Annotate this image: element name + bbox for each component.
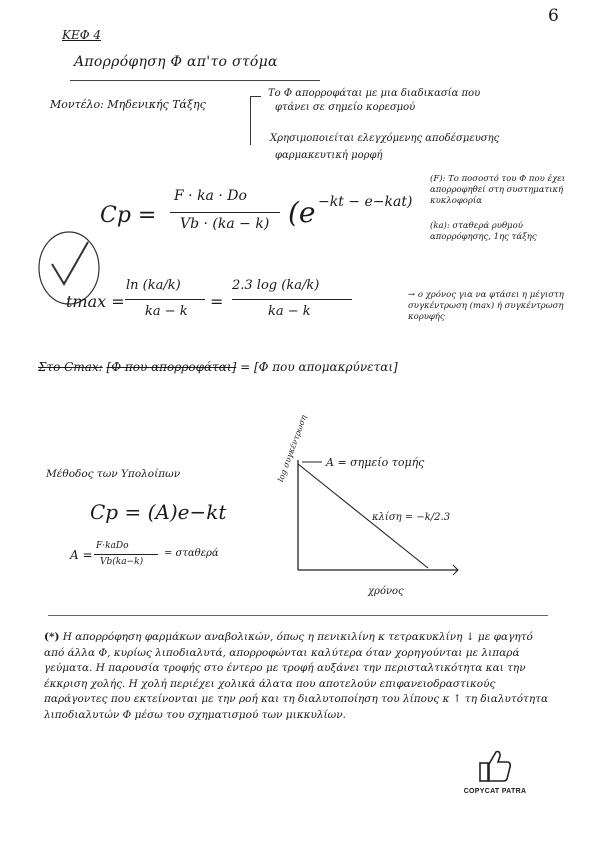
tmax-equals: =	[210, 292, 224, 311]
model-bracket	[250, 96, 261, 145]
model-bullet-1: Το Φ απορροφάται με μια διαδικασία που	[268, 88, 481, 99]
tmax-equation-lhs: tmax =	[66, 292, 125, 311]
note-tmax-definition: → ο χρόνος για να φτάσει η μέγιστη συγκέντρωση (max) ή συγκέντρωση κορυφής	[408, 290, 564, 322]
note-f-definition: (F): Το ποσοστό του Φ που έχει απορροφηθεί στη συστηματική κυκλοφορία	[430, 174, 566, 206]
thumbs-up-icon	[478, 748, 512, 784]
cp-equation-exponentials: −kt − e−kat)	[318, 194, 413, 210]
model-bullet-2-cont: φαρμακευτική μορφή	[275, 150, 383, 161]
a-fraction-bar	[94, 554, 158, 555]
cmax-equals: =	[236, 360, 254, 374]
a-equation-lhs: A =	[70, 548, 93, 562]
copycat-logo	[455, 748, 535, 795]
logo-text: COPYCAT PATRA	[463, 788, 527, 795]
residuals-method-label: Μέθοδος των Υπολοίπων	[46, 468, 181, 480]
cp-equation-numerator: F · ka · Do	[174, 188, 247, 204]
model-label: Μοντέλο: Μηδενικής Τάξης	[50, 98, 206, 111]
tmax-denominator-2: ka − k	[268, 304, 311, 319]
cp-equation-bracket: (e	[288, 196, 316, 229]
cp-fraction-bar	[170, 212, 280, 213]
tmax-fraction-bar-2	[232, 299, 352, 300]
tmax-fraction-bar-1	[125, 299, 205, 300]
chapter-label: ΚΕΦ 4	[62, 28, 102, 42]
note-ka-definition: (ka): σταθερά ρυθμού απορρόφησης, 1ης τάξης	[430, 221, 537, 242]
page-title: Απορρόφηση Φ απ'το στόμα	[74, 54, 278, 70]
note-asterisk-icon: (*)	[44, 631, 60, 643]
cp-equation-lhs: Cp =	[100, 203, 157, 228]
a-equation-numerator: F·kaDo	[96, 541, 129, 551]
tmax-numerator-1: ln (ka/k)	[126, 278, 181, 293]
model-bullet-2: Χρησιμοποιείται ελεγχόμενης αποδέσμευσης	[270, 133, 500, 144]
tmax-denominator-1: ka − k	[145, 304, 188, 319]
section-divider	[48, 615, 548, 616]
page-number: 6	[548, 6, 559, 26]
graph-intercept-label: A = σημείο τομής	[326, 456, 425, 469]
food-absorption-note	[44, 630, 556, 723]
tmax-numerator-2: 2.3 log (ka/k)	[232, 278, 320, 293]
a-equation-constant: = σταθερά	[164, 548, 219, 559]
graph-slope-label: κλίση = −k/2.3	[372, 512, 451, 523]
cmax-result: [Φ που απομακρύνεται]	[253, 360, 398, 374]
title-underline	[70, 80, 320, 81]
a-equation-denominator: Vb(ka−k)	[100, 557, 144, 567]
cmax-prefix: Στο Cmax:	[38, 360, 103, 374]
graph-y-label: log συγκέντρωση	[276, 413, 309, 484]
cmax-struck-term: [Φ που απορροφάται]	[106, 360, 237, 374]
cmax-statement	[38, 360, 398, 374]
graph-x-label: χρόνος	[368, 586, 404, 597]
note-text: Η απορρόφηση φαρμάκων αναβολικών, όπως η πενικιλίνη κ τετρακυκλίνη ↓ με φαγητό από άλλα Φ, κυρίως λιποδιαλυτά, απορροφώνται καλύτερα όταν χορηγούνται με λιπαρά γεύματα. Η παρουσία τροφής στο έντερο με τροφή αυξάνει την περισταλτικότητα και την έκκριση χολής. Η χολή περιέχει χολικά άλατα που αποτελούν επιφανειοδραστικούς παράγοντες που εκτείνονται με την ροή και τη διαλυτοποίηση του λίπους κ ↑ τη διαλυτότητα λιποδιαλυτών Φ μέσω του σχηματισμού των μικκυλίων.	[44, 631, 549, 721]
residuals-cp-equation: Cp = (A)e−kt	[90, 500, 227, 524]
cp-equation-denominator: Vb · (ka − k)	[180, 216, 270, 232]
model-bullet-1-cont: φτάνει σε σημείο κορεσμού	[275, 102, 416, 113]
